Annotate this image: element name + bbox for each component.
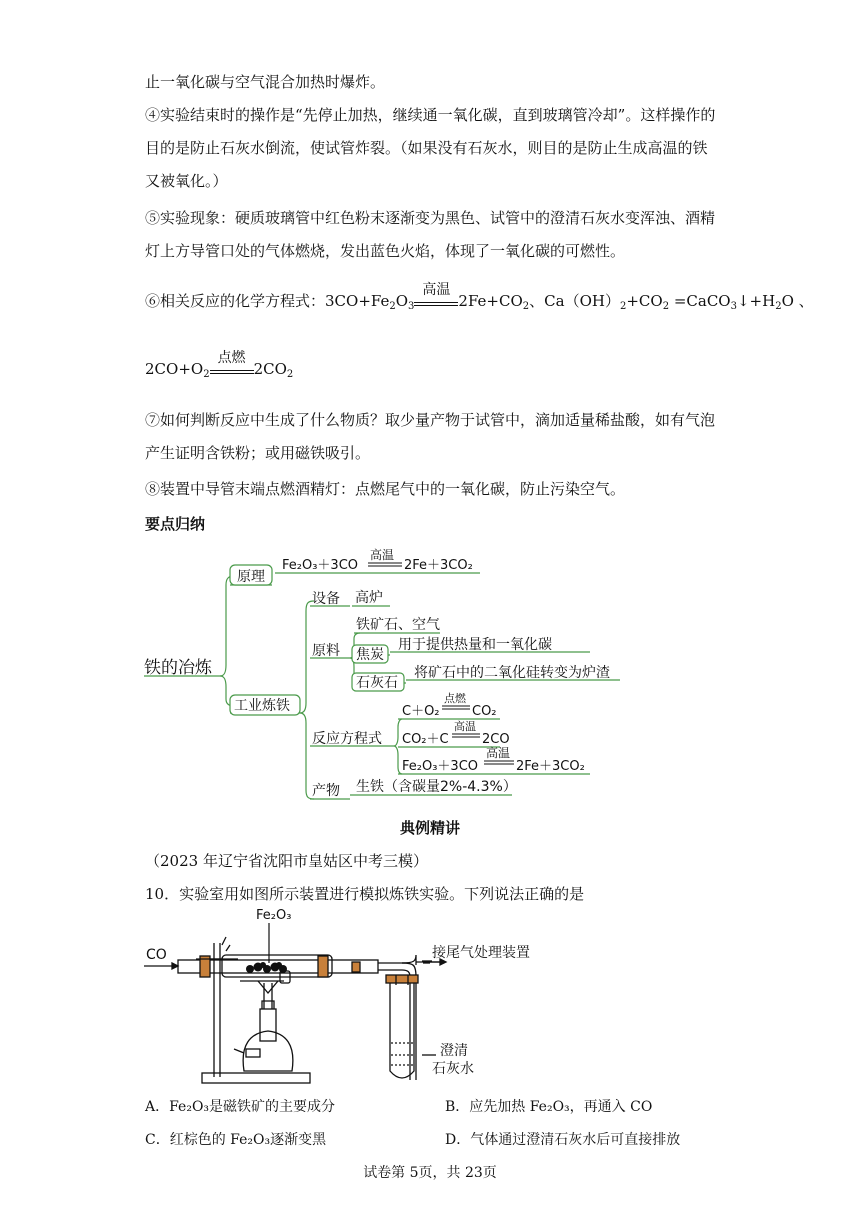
svg-text:焦炭: 焦炭: [356, 647, 384, 663]
mindmap-principle-label: 原理: [237, 569, 265, 585]
svg-text:高炉: 高炉: [355, 590, 383, 606]
paragraph-line: 止一氧化碳与空气混合加热时爆炸。: [145, 73, 386, 91]
svg-text:CO₂: CO₂: [472, 704, 497, 719]
eq-text: ⑥相关反应的化学方程式：3CO+Fe: [145, 292, 390, 310]
example-title: 典例精讲: [399, 819, 460, 837]
svg-text:2Fe＋3CO₂: 2Fe＋3CO₂: [516, 759, 585, 774]
paragraph-line: 灯上方导管口处的气体燃烧，发出蓝色火焰，体现了一氧化碳的可燃性。: [145, 242, 626, 260]
svg-text:反应方程式: 反应方程式: [312, 731, 382, 747]
paragraph-line: ⑧装置中导管末端点燃酒精灯：点燃尾气中的一氧化碳，防止污染空气。: [145, 480, 626, 498]
svg-text:Fe₂O₃＋3CO: Fe₂O₃＋3CO: [282, 558, 359, 573]
svg-text:点燃: 点燃: [444, 692, 466, 705]
eq-text: 2CO: [253, 360, 287, 378]
svg-text:用于提供热量和一氧化碳: 用于提供热量和一氧化碳: [398, 637, 552, 653]
svg-text:2Fe＋3CO₂: 2Fe＋3CO₂: [404, 558, 473, 573]
option-d[interactable]: D．气体通过澄清石灰水后可直接排放: [445, 1132, 681, 1148]
paragraph-line: 目的是防止石灰水倒流，使试管炸裂。（如果没有石灰水，则目的是防止生成高温的铁: [145, 139, 708, 157]
eq-text: +CO: [626, 292, 663, 310]
svg-text:原料: 原料: [312, 643, 340, 659]
eq-text: =CaCO: [669, 292, 731, 310]
svg-text:设备: 设备: [312, 591, 340, 607]
paragraph-line: ⑤实验现象：硬质玻璃管中红色粉末逐渐变为黑色、试管中的澄清石灰水变浑浊、酒精: [145, 209, 716, 227]
svg-text:产物: 产物: [312, 783, 340, 799]
svg-text:高温: 高温: [370, 548, 395, 562]
question-stem: 10．实验室用如图所示装置进行模拟炼铁实验。下列说法正确的是: [145, 885, 585, 903]
reaction-condition: 点燃: [210, 364, 254, 374]
svg-text:CO₂＋C: CO₂＋C: [402, 732, 449, 747]
eq-text: O 、: [781, 292, 814, 310]
equation-line-1: ⑥相关反应的化学方程式：$3CO+Fe_2O_3$ 高温 $2Fe+CO_2$、$Ca(OH)_2+CO_2$ $=CaCO_3↓+H_2O$ 、: [145, 282, 814, 312]
svg-text:2CO: 2CO: [482, 732, 510, 747]
reaction-condition: 高温: [414, 296, 458, 306]
paragraph-line: 又被氧化。）: [145, 172, 228, 190]
svg-text:高温: 高温: [486, 746, 511, 760]
eq-text: 、Ca（OH）: [529, 292, 620, 310]
eq-text: 2CO+O: [145, 360, 204, 378]
svg-text:高温: 高温: [454, 720, 476, 733]
limewater-label: 澄清: [440, 1043, 468, 1059]
paragraph-line: ⑦如何判断反应中生成了什么物质？取少量产物于试管中，滴加适量稀盐酸，如有气泡: [145, 411, 716, 429]
co-label: CO: [146, 947, 167, 963]
mindmap-root: 铁的冶炼: [144, 658, 212, 678]
page-footer: 试卷第 5页，共 23页: [363, 1165, 497, 1181]
svg-text:Fe₂O₃＋3CO: Fe₂O₃＋3CO: [402, 759, 479, 774]
fe2o3-label: Fe₂O₃: [256, 908, 292, 923]
eq-text: 2Fe+CO: [458, 292, 523, 310]
svg-text:石灰石: 石灰石: [356, 675, 398, 691]
eq-text: ↓+H: [736, 292, 776, 310]
mindmap-industry-label: 工业炼铁: [234, 698, 290, 714]
option-a[interactable]: A．Fe₂O₃是磁铁矿的主要成分: [145, 1099, 336, 1115]
section-heading: 要点归纳: [145, 515, 206, 533]
question-source: （2023 年辽宁省沈阳市皇姑区中考三模）: [145, 852, 428, 870]
limewater-label: 石灰水: [432, 1061, 474, 1077]
paragraph-line: 产生证明含铁粉；或用磁铁吸引。: [145, 444, 371, 462]
option-c[interactable]: C．红棕色的 Fe₂O₃逐渐变黑: [145, 1132, 327, 1148]
option-b[interactable]: B．应先加热 Fe₂O₃，再通入 CO: [445, 1099, 653, 1115]
svg-text:生铁（含碳量2%-4.3%）: 生铁（含碳量2%-4.3%）: [356, 779, 517, 795]
equation-line-2: $2CO+O_2$ 点燃 $2CO_2$: [145, 350, 294, 380]
svg-text:铁矿石、空气: 铁矿石、空气: [356, 617, 440, 633]
svg-text:C＋O₂: C＋O₂: [402, 704, 440, 719]
apparatus-diagram: [140, 905, 560, 1090]
svg-text:将矿石中的二氧化硅转变为炉渣: 将矿石中的二氧化硅转变为炉渣: [414, 665, 610, 681]
mindmap-diagram: [140, 545, 620, 805]
paragraph-line: ④实验结束时的操作是“先停止加热，继续通一氧化碳，直到玻璃管冷却”。这样操作的: [145, 106, 716, 124]
tail-gas-label: 接尾气处理装置: [432, 945, 530, 961]
